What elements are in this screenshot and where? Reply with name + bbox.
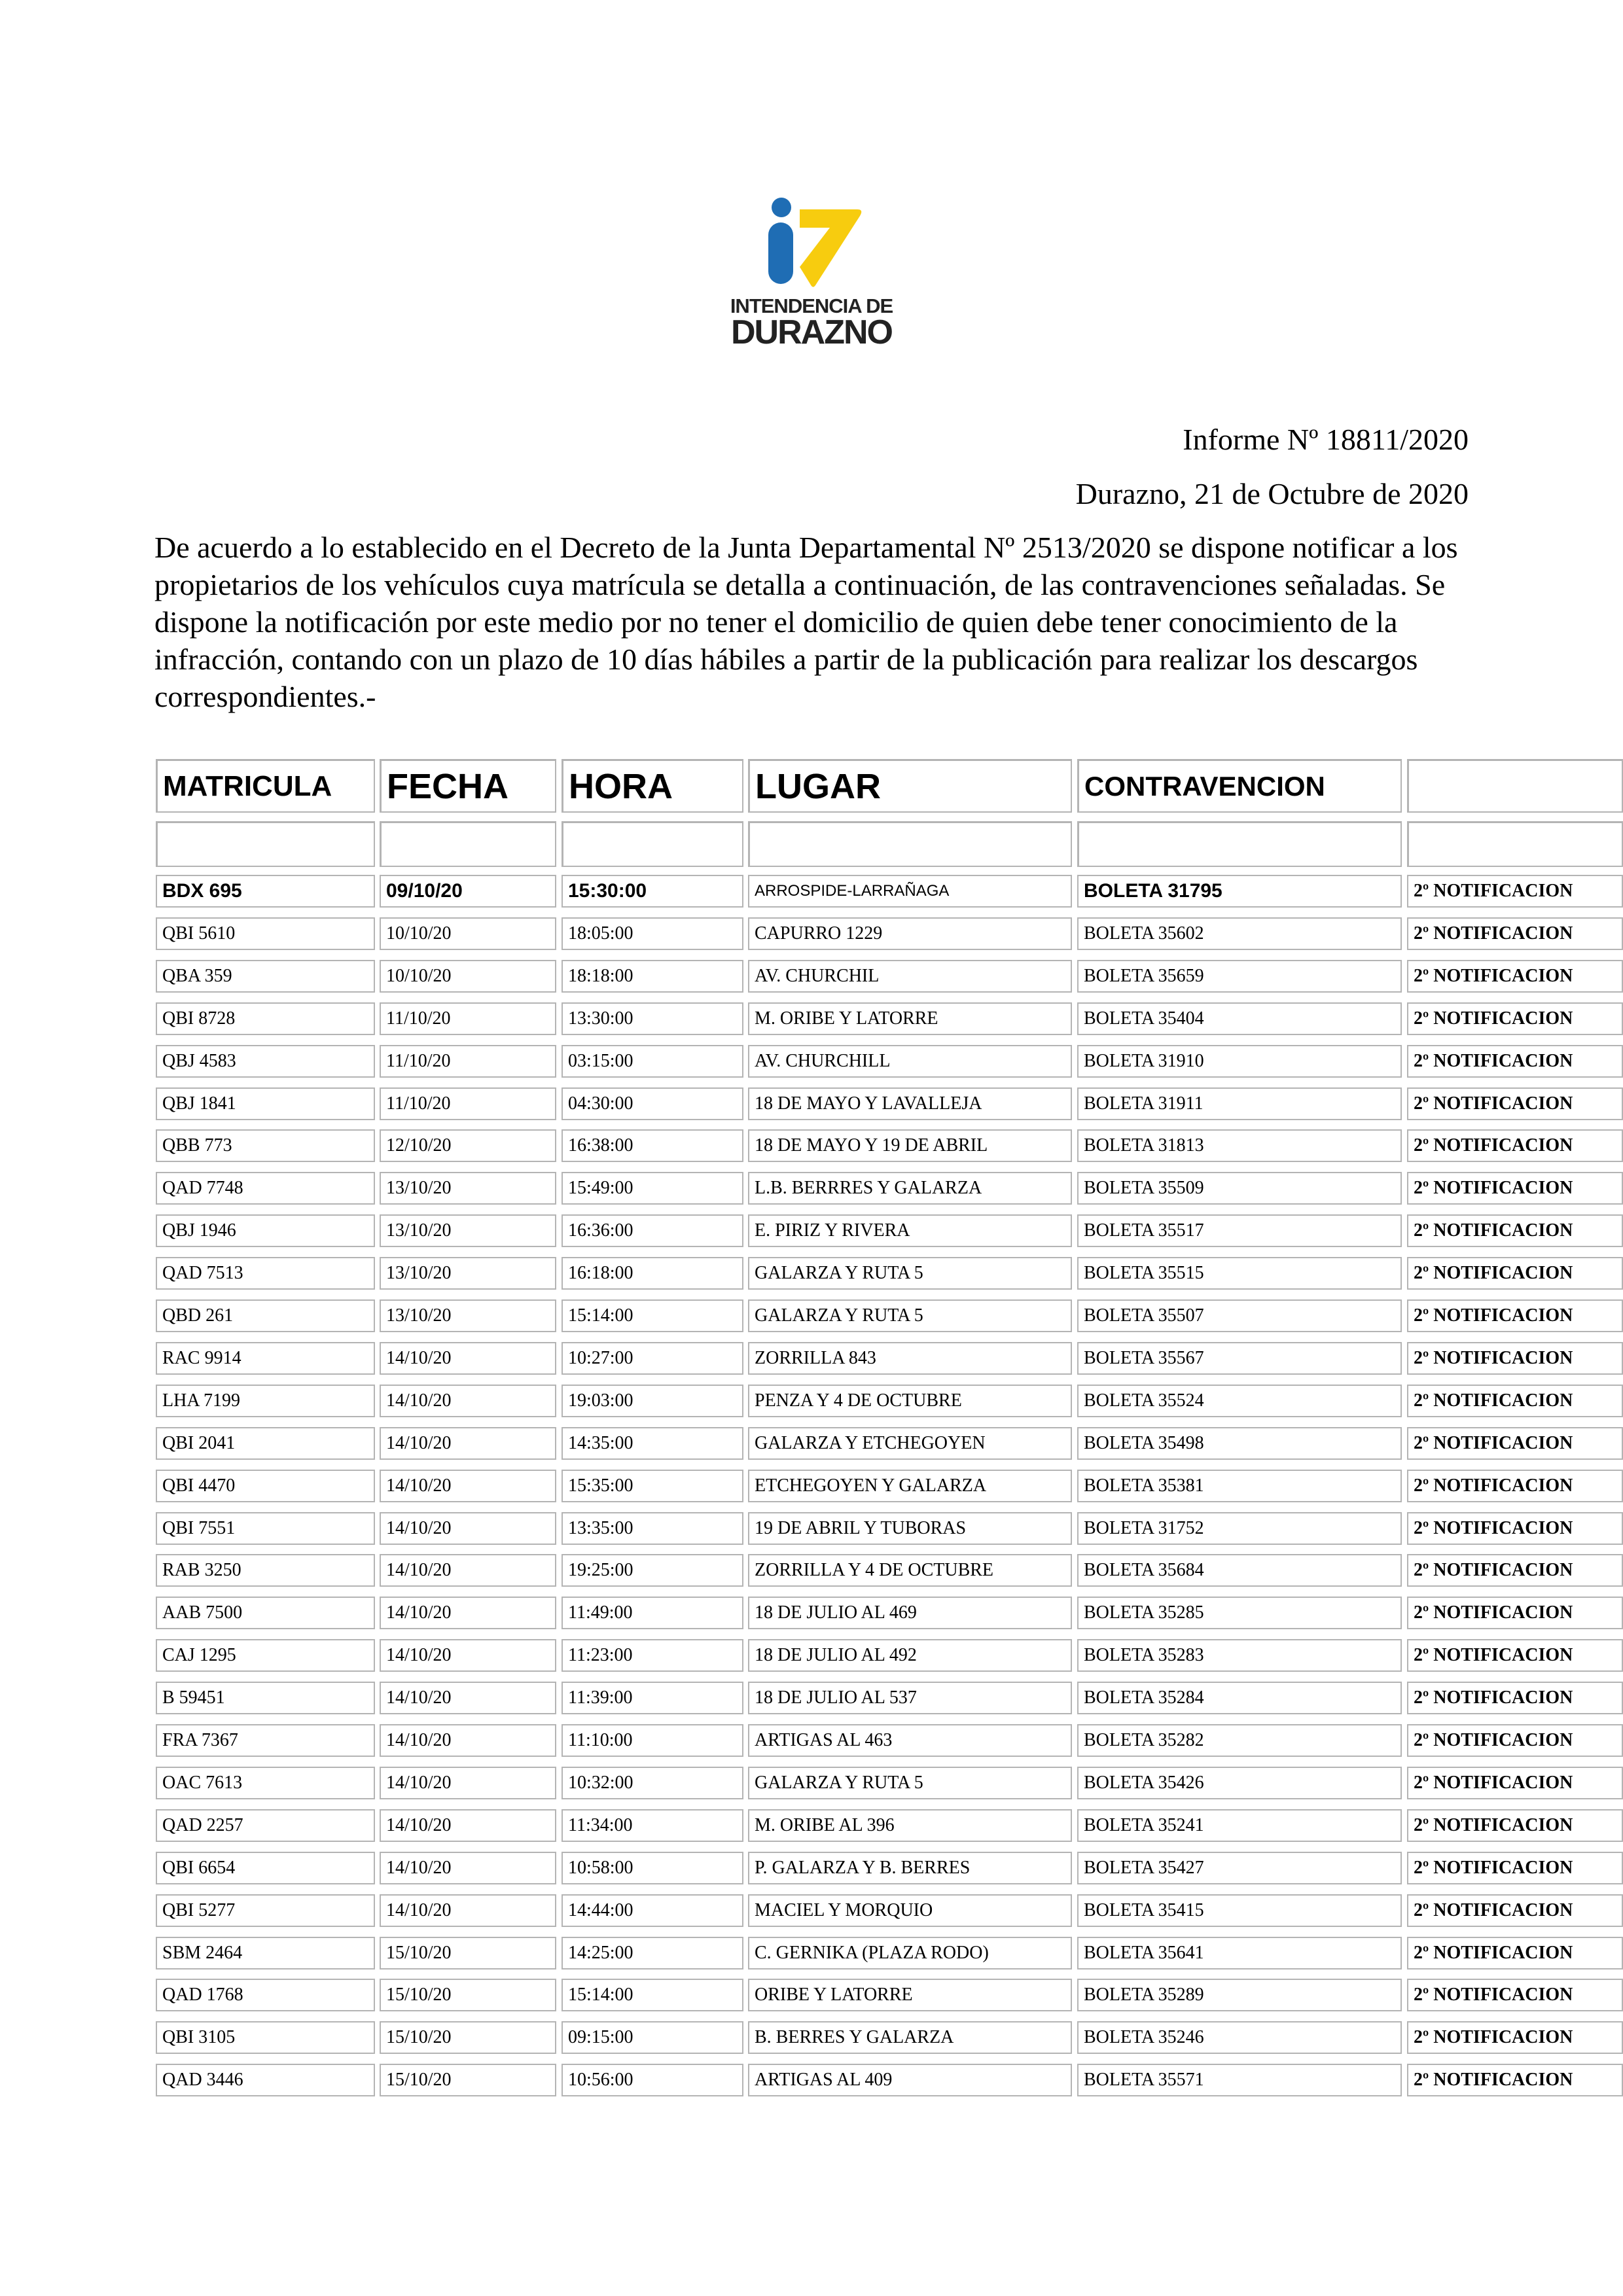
table-cell-time: 16:36:00 [562, 1214, 743, 1247]
table-cell-time: 10:56:00 [562, 2064, 743, 2096]
table-cell-place: ARTIGAS AL 409 [748, 2064, 1072, 2096]
table-cell-notice: 2º NOTIFICACION [1407, 1724, 1623, 1757]
table-cell-date: 10/10/20 [380, 917, 556, 950]
table-cell-plate: QBI 3105 [156, 2021, 375, 2054]
report-date: Durazno, 21 de Octubre de 2020 [1075, 477, 1469, 510]
table-cell-place: E. PIRIZ Y RIVERA [748, 1214, 1072, 1247]
table-cell-ticket: BOLETA 35498 [1077, 1427, 1402, 1460]
table-cell-plate: OAC 7613 [156, 1767, 375, 1799]
table-cell-time: 11:23:00 [562, 1639, 743, 1672]
table-cell-notice: 2º NOTIFICACION [1407, 1087, 1623, 1120]
header-date: FECHA [380, 759, 556, 813]
table-cell-place: AV. CHURCHIL [748, 960, 1072, 993]
table-cell-place: CAPURRO 1229 [748, 917, 1072, 950]
table-cell-date: 14/10/20 [380, 1512, 556, 1545]
table-cell-plate: CAJ 1295 [156, 1639, 375, 1672]
table-cell-plate: LHA 7199 [156, 1385, 375, 1417]
empty-cell [380, 821, 556, 867]
table-cell-notice: 2º NOTIFICACION [1407, 1512, 1623, 1545]
table-cell-ticket: BOLETA 35641 [1077, 1937, 1402, 1969]
table-cell-notice: 2º NOTIFICACION [1407, 1682, 1623, 1714]
table-cell-time: 11:34:00 [562, 1809, 743, 1842]
table-cell-place: 19 DE ABRIL Y TUBORAS [748, 1512, 1072, 1545]
table-cell-place: ARROSPIDE-LARRAÑAGA [748, 875, 1072, 908]
table-cell-ticket: BOLETA 31752 [1077, 1512, 1402, 1545]
table-cell-ticket: BOLETA 35659 [1077, 960, 1402, 993]
table-cell-plate: BDX 695 [156, 875, 375, 908]
table-cell-place: GALARZA Y RUTA 5 [748, 1299, 1072, 1332]
intendencia-logo [713, 196, 910, 353]
table-cell-place: ZORRILLA Y 4 DE OCTUBRE [748, 1554, 1072, 1587]
table-cell-place: P. GALARZA Y B. BERRES [748, 1852, 1072, 1884]
table-cell-time: 11:49:00 [562, 1597, 743, 1629]
table-cell-notice: 2º NOTIFICACION [1407, 1002, 1623, 1035]
table-cell-plate: RAB 3250 [156, 1554, 375, 1587]
table-cell-place: 18 DE JULIO AL 537 [748, 1682, 1072, 1714]
table-cell-date: 13/10/20 [380, 1172, 556, 1205]
table-cell-place: ARTIGAS AL 463 [748, 1724, 1072, 1757]
table-cell-plate: QBJ 4583 [156, 1045, 375, 1078]
table-cell-plate: SBM 2464 [156, 1937, 375, 1969]
table-cell-plate: QBI 6654 [156, 1852, 375, 1884]
table-cell-notice: 2º NOTIFICACION [1407, 960, 1623, 993]
table-cell-date: 14/10/20 [380, 1427, 556, 1460]
table-cell-time: 19:25:00 [562, 1554, 743, 1587]
table-cell-date: 15/10/20 [380, 1937, 556, 1969]
table-cell-notice: 2º NOTIFICACION [1407, 875, 1623, 908]
intro-paragraph: De acuerdo a lo establecido en el Decreto de la Junta Departamental Nº 2513/2020 se dispone notificar a los propietarios de los vehículos cuya matrícula se detalla a continuación, de las contravenciones señaladas. Se dispone la notificación por este medio por no tener el domicilio de quien debe tener conocimiento de la infracción, contando con un plazo de 10 días hábiles a partir de la publicación para realizar los descargos correspondientes.- [154, 531, 1458, 713]
table-cell-ticket: BOLETA 35602 [1077, 917, 1402, 950]
table-cell-ticket: BOLETA 35524 [1077, 1385, 1402, 1417]
table-cell-time: 18:18:00 [562, 960, 743, 993]
table-cell-ticket: BOLETA 35381 [1077, 1470, 1402, 1502]
table-cell-notice: 2º NOTIFICACION [1407, 1767, 1623, 1799]
table-cell-notice: 2º NOTIFICACION [1407, 1894, 1623, 1927]
table-cell-time: 15:30:00 [562, 875, 743, 908]
table-cell-place: ORIBE Y LATORRE [748, 1979, 1072, 2011]
table-cell-date: 14/10/20 [380, 1894, 556, 1927]
table-cell-date: 14/10/20 [380, 1852, 556, 1884]
table-cell-date: 10/10/20 [380, 960, 556, 993]
table-cell-date: 09/10/20 [380, 875, 556, 908]
table-cell-notice: 2º NOTIFICACION [1407, 1937, 1623, 1969]
table-cell-ticket: BOLETA 35426 [1077, 1767, 1402, 1799]
table-cell-ticket: BOLETA 35517 [1077, 1214, 1402, 1247]
table-cell-time: 10:32:00 [562, 1767, 743, 1799]
table-cell-place: C. GERNIKA (PLAZA RODO) [748, 1937, 1072, 1969]
table-cell-notice: 2º NOTIFICACION [1407, 1597, 1623, 1629]
table-cell-ticket: BOLETA 35684 [1077, 1554, 1402, 1587]
table-cell-time: 15:14:00 [562, 1979, 743, 2011]
table-cell-date: 14/10/20 [380, 1767, 556, 1799]
table-cell-time: 10:58:00 [562, 1852, 743, 1884]
table-cell-ticket: BOLETA 35507 [1077, 1299, 1402, 1332]
table-cell-ticket: BOLETA 35509 [1077, 1172, 1402, 1205]
table-cell-place: PENZA Y 4 DE OCTUBRE [748, 1385, 1072, 1417]
table-cell-date: 14/10/20 [380, 1385, 556, 1417]
empty-cell [1077, 821, 1402, 867]
table-cell-time: 18:05:00 [562, 917, 743, 950]
table-cell-notice: 2º NOTIFICACION [1407, 1129, 1623, 1162]
table-cell-notice: 2º NOTIFICACION [1407, 1385, 1623, 1417]
logo-line-1: INTENDENCIA DE [730, 294, 893, 317]
table-cell-notice: 2º NOTIFICACION [1407, 1342, 1623, 1375]
table-cell-plate: QBJ 1841 [156, 1087, 375, 1120]
report-number: Informe Nº 18811/2020 [1183, 423, 1469, 456]
table-cell-time: 15:14:00 [562, 1299, 743, 1332]
table-cell-ticket: BOLETA 35427 [1077, 1852, 1402, 1884]
table-cell-ticket: BOLETA 31795 [1077, 875, 1402, 908]
table-cell-place: B. BERRES Y GALARZA [748, 2021, 1072, 2054]
table-cell-date: 14/10/20 [380, 1682, 556, 1714]
table-cell-date: 15/10/20 [380, 2064, 556, 2096]
table-cell-plate: QAD 7513 [156, 1257, 375, 1290]
table-cell-ticket: BOLETA 31813 [1077, 1129, 1402, 1162]
table-cell-ticket: BOLETA 35285 [1077, 1597, 1402, 1629]
table-cell-notice: 2º NOTIFICACION [1407, 1172, 1623, 1205]
table-cell-date: 14/10/20 [380, 1342, 556, 1375]
table-cell-time: 03:15:00 [562, 1045, 743, 1078]
header-plate: MATRICULA [156, 759, 375, 813]
table-cell-notice: 2º NOTIFICACION [1407, 1257, 1623, 1290]
table-cell-plate: QBI 4470 [156, 1470, 375, 1502]
table-cell-time: 11:39:00 [562, 1682, 743, 1714]
table-cell-time: 13:30:00 [562, 1002, 743, 1035]
empty-cell [156, 821, 375, 867]
table-cell-place: M. ORIBE AL 396 [748, 1809, 1072, 1842]
table-cell-plate: QBI 5610 [156, 917, 375, 950]
header-place: LUGAR [748, 759, 1072, 813]
empty-cell [1407, 821, 1623, 867]
table-cell-plate: B 59451 [156, 1682, 375, 1714]
table-cell-ticket: BOLETA 35284 [1077, 1682, 1402, 1714]
table-cell-notice: 2º NOTIFICACION [1407, 1214, 1623, 1247]
table-cell-plate: AAB 7500 [156, 1597, 375, 1629]
table-cell-notice: 2º NOTIFICACION [1407, 1045, 1623, 1078]
table-cell-plate: QBI 5277 [156, 1894, 375, 1927]
table-cell-notice: 2º NOTIFICACION [1407, 1639, 1623, 1672]
table-cell-notice: 2º NOTIFICACION [1407, 1809, 1623, 1842]
table-cell-time: 16:38:00 [562, 1129, 743, 1162]
table-cell-date: 13/10/20 [380, 1214, 556, 1247]
table-cell-plate: QBA 359 [156, 960, 375, 993]
table-cell-notice: 2º NOTIFICACION [1407, 1299, 1623, 1332]
table-cell-plate: QBI 7551 [156, 1512, 375, 1545]
table-cell-place: M. ORIBE Y LATORRE [748, 1002, 1072, 1035]
table-cell-plate: QAD 2257 [156, 1809, 375, 1842]
table-cell-ticket: BOLETA 35571 [1077, 2064, 1402, 2096]
table-cell-date: 14/10/20 [380, 1470, 556, 1502]
logo-line-2: DURAZNO [731, 313, 892, 351]
table-cell-ticket: BOLETA 35404 [1077, 1002, 1402, 1035]
table-cell-plate: QBI 8728 [156, 1002, 375, 1035]
table-cell-ticket: BOLETA 35241 [1077, 1809, 1402, 1842]
table-cell-time: 10:27:00 [562, 1342, 743, 1375]
table-cell-plate: QBD 261 [156, 1299, 375, 1332]
header-notice [1407, 759, 1623, 813]
table-cell-place: ZORRILLA 843 [748, 1342, 1072, 1375]
table-cell-time: 11:10:00 [562, 1724, 743, 1757]
table-cell-date: 13/10/20 [380, 1257, 556, 1290]
table-cell-plate: QBJ 1946 [156, 1214, 375, 1247]
table-cell-place: GALARZA Y RUTA 5 [748, 1257, 1072, 1290]
table-cell-place: MACIEL Y MORQUIO [748, 1894, 1072, 1927]
table-cell-time: 15:49:00 [562, 1172, 743, 1205]
table-cell-date: 11/10/20 [380, 1002, 556, 1035]
table-cell-time: 14:44:00 [562, 1894, 743, 1927]
table-cell-time: 16:18:00 [562, 1257, 743, 1290]
table-cell-place: GALARZA Y RUTA 5 [748, 1767, 1072, 1799]
table-cell-place: 18 DE JULIO AL 492 [748, 1639, 1072, 1672]
table-cell-ticket: BOLETA 31911 [1077, 1087, 1402, 1120]
table-cell-plate: FRA 7367 [156, 1724, 375, 1757]
table-cell-notice: 2º NOTIFICACION [1407, 1852, 1623, 1884]
table-cell-place: ETCHEGOYEN Y GALARZA [748, 1470, 1072, 1502]
table-cell-place: GALARZA Y ETCHEGOYEN [748, 1427, 1072, 1460]
table-cell-notice: 2º NOTIFICACION [1407, 1470, 1623, 1502]
table-cell-ticket: BOLETA 35283 [1077, 1639, 1402, 1672]
table-cell-notice: 2º NOTIFICACION [1407, 2064, 1623, 2096]
table-cell-place: L.B. BERRRES Y GALARZA [748, 1172, 1072, 1205]
table-cell-date: 15/10/20 [380, 2021, 556, 2054]
table-cell-plate: QBB 773 [156, 1129, 375, 1162]
table-cell-ticket: BOLETA 35567 [1077, 1342, 1402, 1375]
table-cell-notice: 2º NOTIFICACION [1407, 1979, 1623, 2011]
table-cell-time: 14:35:00 [562, 1427, 743, 1460]
table-cell-date: 13/10/20 [380, 1299, 556, 1332]
table-cell-ticket: BOLETA 35415 [1077, 1894, 1402, 1927]
header-ticket: CONTRAVENCION [1077, 759, 1402, 813]
table-cell-date: 15/10/20 [380, 1979, 556, 2011]
table-cell-plate: QAD 3446 [156, 2064, 375, 2096]
table-cell-place: 18 DE MAYO Y LAVALLEJA [748, 1087, 1072, 1120]
table-cell-ticket: BOLETA 35246 [1077, 2021, 1402, 2054]
table-cell-notice: 2º NOTIFICACION [1407, 1427, 1623, 1460]
empty-cell [562, 821, 743, 867]
table-cell-place: 18 DE MAYO Y 19 DE ABRIL [748, 1129, 1072, 1162]
table-cell-ticket: BOLETA 35282 [1077, 1724, 1402, 1757]
table-cell-plate: RAC 9914 [156, 1342, 375, 1375]
table-cell-date: 14/10/20 [380, 1809, 556, 1842]
table-cell-time: 04:30:00 [562, 1087, 743, 1120]
table-cell-ticket: BOLETA 35515 [1077, 1257, 1402, 1290]
table-cell-time: 13:35:00 [562, 1512, 743, 1545]
table-cell-time: 15:35:00 [562, 1470, 743, 1502]
table-cell-plate: QAD 1768 [156, 1979, 375, 2011]
table-cell-plate: QAD 7748 [156, 1172, 375, 1205]
table-cell-notice: 2º NOTIFICACION [1407, 917, 1623, 950]
table-cell-place: AV. CHURCHILL [748, 1045, 1072, 1078]
table-cell-date: 14/10/20 [380, 1639, 556, 1672]
table-cell-notice: 2º NOTIFICACION [1407, 1554, 1623, 1587]
table-cell-time: 19:03:00 [562, 1385, 743, 1417]
table-cell-notice: 2º NOTIFICACION [1407, 2021, 1623, 2054]
logo-mark-icon [759, 196, 864, 288]
table-cell-date: 11/10/20 [380, 1087, 556, 1120]
empty-cell [748, 821, 1072, 867]
table-cell-date: 14/10/20 [380, 1724, 556, 1757]
table-cell-plate: QBI 2041 [156, 1427, 375, 1460]
table-cell-time: 09:15:00 [562, 2021, 743, 2054]
table-cell-place: 18 DE JULIO AL 469 [748, 1597, 1072, 1629]
header-time: HORA [562, 759, 743, 813]
table-cell-date: 12/10/20 [380, 1129, 556, 1162]
table-cell-ticket: BOLETA 35289 [1077, 1979, 1402, 2011]
table-cell-date: 11/10/20 [380, 1045, 556, 1078]
table-cell-date: 14/10/20 [380, 1554, 556, 1587]
table-cell-date: 14/10/20 [380, 1597, 556, 1629]
table-cell-time: 14:25:00 [562, 1937, 743, 1969]
table-cell-ticket: BOLETA 31910 [1077, 1045, 1402, 1078]
